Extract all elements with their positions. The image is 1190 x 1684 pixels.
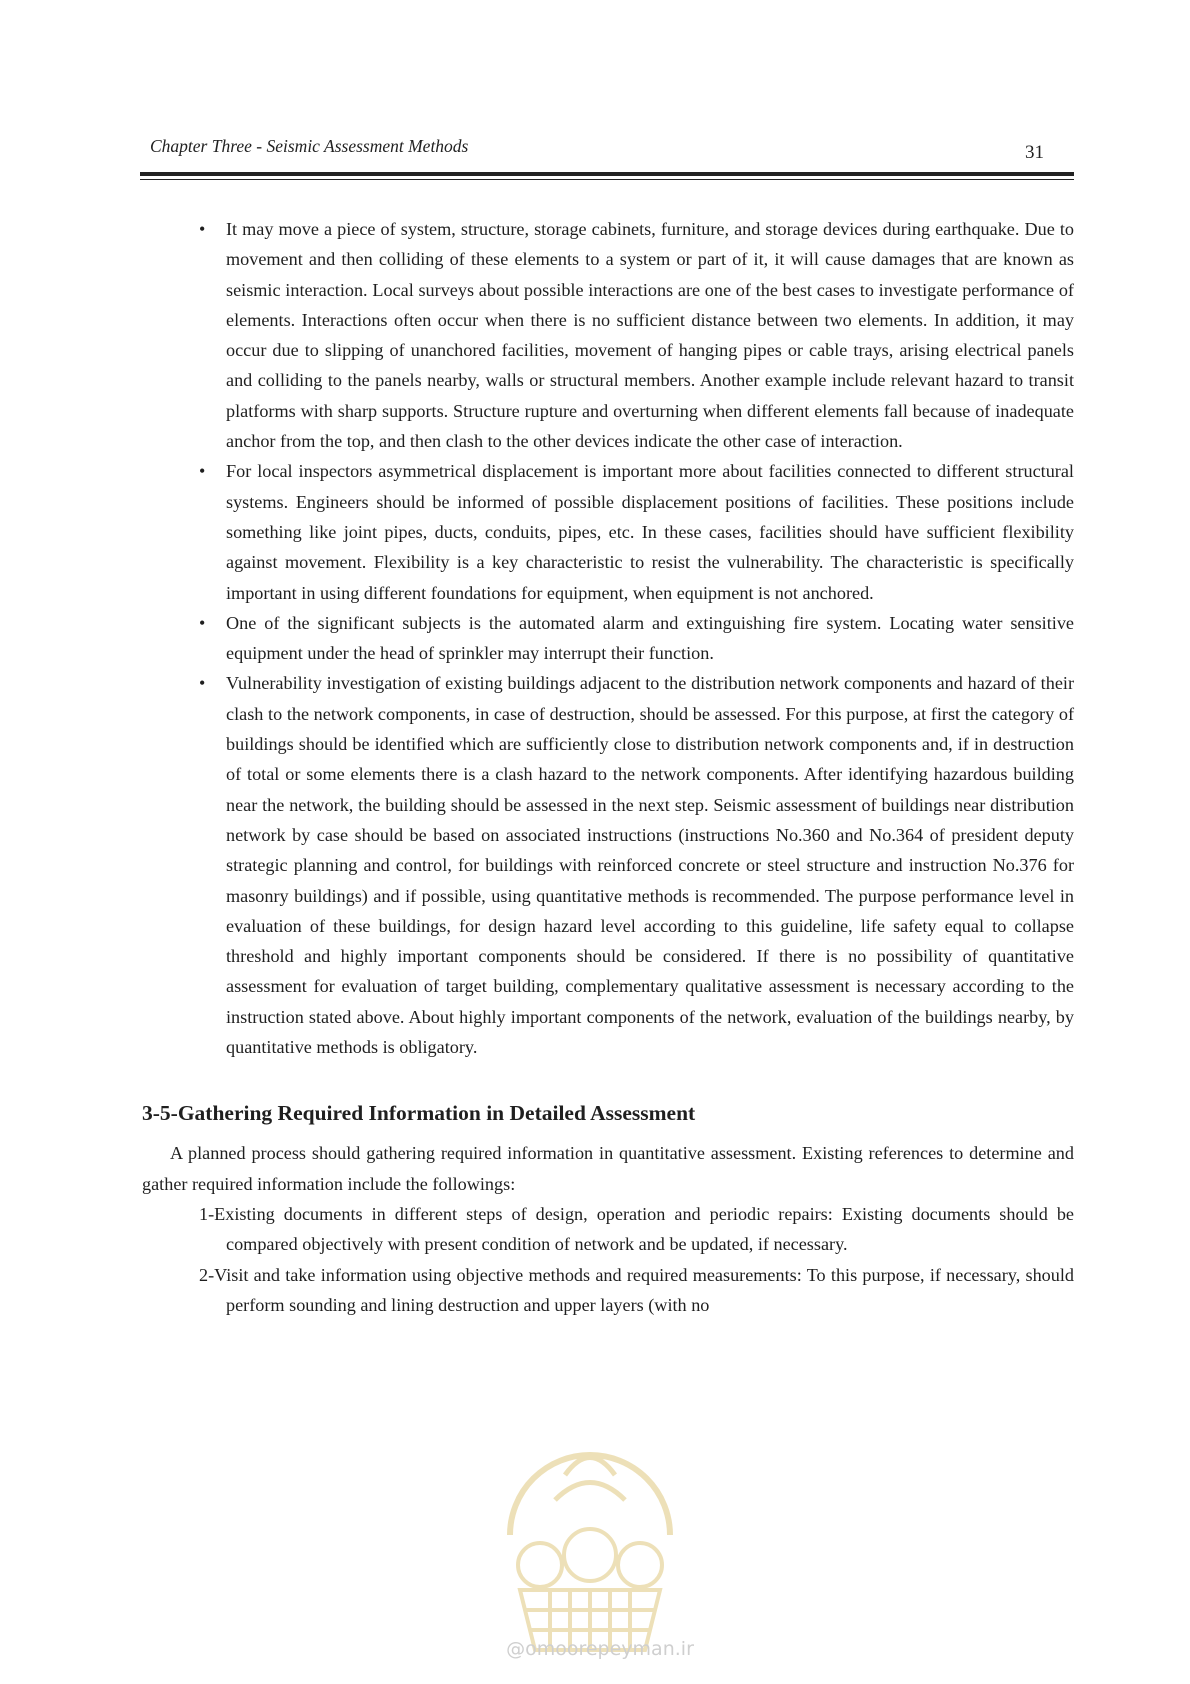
bullet-item bbox=[199, 214, 1074, 456]
page-body bbox=[140, 214, 1074, 1320]
numbered-list bbox=[140, 1199, 1074, 1320]
numbered-item: 2-Visit and take information using objective methods and required measurements: To this purpose, if necessary, should perform sounding and lining destruction and upper layers (with no bbox=[199, 1264, 1074, 1315]
bullet-item bbox=[199, 456, 1074, 607]
running-header bbox=[140, 126, 1074, 166]
bullet-icon: • bbox=[199, 461, 206, 482]
watermark-seal-icon bbox=[470, 1415, 710, 1665]
bullet-text: One of the significant subjects is the automated alarm and extinguishing fire system. Locating water sensitive equipment under the head of sprinkler may interrupt their function. bbox=[226, 612, 1074, 664]
bullet-icon: • bbox=[199, 219, 206, 239]
bullet-list bbox=[140, 214, 1074, 1062]
bullet-icon: • bbox=[199, 673, 206, 694]
header-rule-thick bbox=[140, 172, 1074, 176]
chapter-title: Chapter Three - Seismic Assessment Methods bbox=[150, 136, 469, 156]
header-rule-thin bbox=[140, 179, 1074, 180]
bullet-text: It may move a piece of system, structure, storage cabinets, furniture, and storage devices during earthquake. Due to movement and then colliding of these elements to a system or part of it, it will cause damages that are known as seismic interaction. Local surveys about possible interactions are one of the best cases to investigate performance of elements. Interactions often occur when there is no sufficient distance between two elements. In addition, it may occur due to slipping of unanchored facilities, movement of hanging pipes or cable trays, arising electrical panels and colliding to the panels nearby, walls or structural members. Another example include relevant hazard to transit platforms with sharp supports. Structure rupture and overturning when different elements fall because of inadequate anchor from the top, and then clash to the other devices indicate the other case of interaction. bbox=[226, 219, 1074, 452]
bullet-text: For local inspectors asymmetrical displacement is important more about facilities connected to different structural systems. Engineers should be informed of possible displacement positions of facilities. These positions include something like joint pipes, ducts, conduits, pipes, etc. In these cases, facilities should have sufficient flexibility against movement. Flexibility is a key characteristic to resist the vulnerability. The characteristic is specifically important in using different foundations for equipment, when equipment is not anchored. bbox=[226, 461, 1074, 603]
section-heading: 3-5-Gathering Required Information in Detailed Assessment bbox=[142, 1101, 696, 1126]
numbered-item: 1-Existing documents in different steps of design, operation and periodic repairs: Existing documents should be compared objectively with present condition of network and be updated, if necessary. bbox=[199, 1203, 1074, 1255]
bullet-text: Vulnerability investigation of existing buildings adjacent to the distribution network components and hazard of their clash to the network components, in case of destruction, should be assessed. For this purpose, at first the category of buildings should be identified which are sufficiently close to distribution network components and, if in destruction of total or some elements there is a clash hazard to the network components. After identifying hazardous building near the network, the building should be assessed in the next step. Seismic assessment of buildings near distribution network by case should be based on associated instructions (instructions No.360 and No.364 of president deputy strategic planning and control, for buildings with reinforced concrete or steel structure and instruction No.376 for masonry buildings) and if possible, using quantitative methods is recommended. The purpose performance level in evaluation of these buildings, for design hazard level according to this guideline, life safety equal to collapse threshold and highly important components should be considered. If there is no possibility of quantitative assessment for evaluation of target building, complementary qualitative assessment is necessary according to the instruction stated above. About highly important components of the network, evaluation of the buildings nearby, by quantitative methods is obligatory. bbox=[226, 673, 1074, 1058]
bullet-item bbox=[199, 668, 1074, 1062]
page-number: 31 bbox=[1025, 142, 1044, 163]
watermark-text: @omoorepeyman.ir bbox=[506, 1638, 694, 1660]
section-intro: A planned process should gathering required information in quantitative assessment. Existing references to determine and gather required information include the followings: bbox=[142, 1143, 1074, 1194]
bullet-icon: • bbox=[199, 612, 206, 633]
bullet-item bbox=[199, 608, 1074, 669]
